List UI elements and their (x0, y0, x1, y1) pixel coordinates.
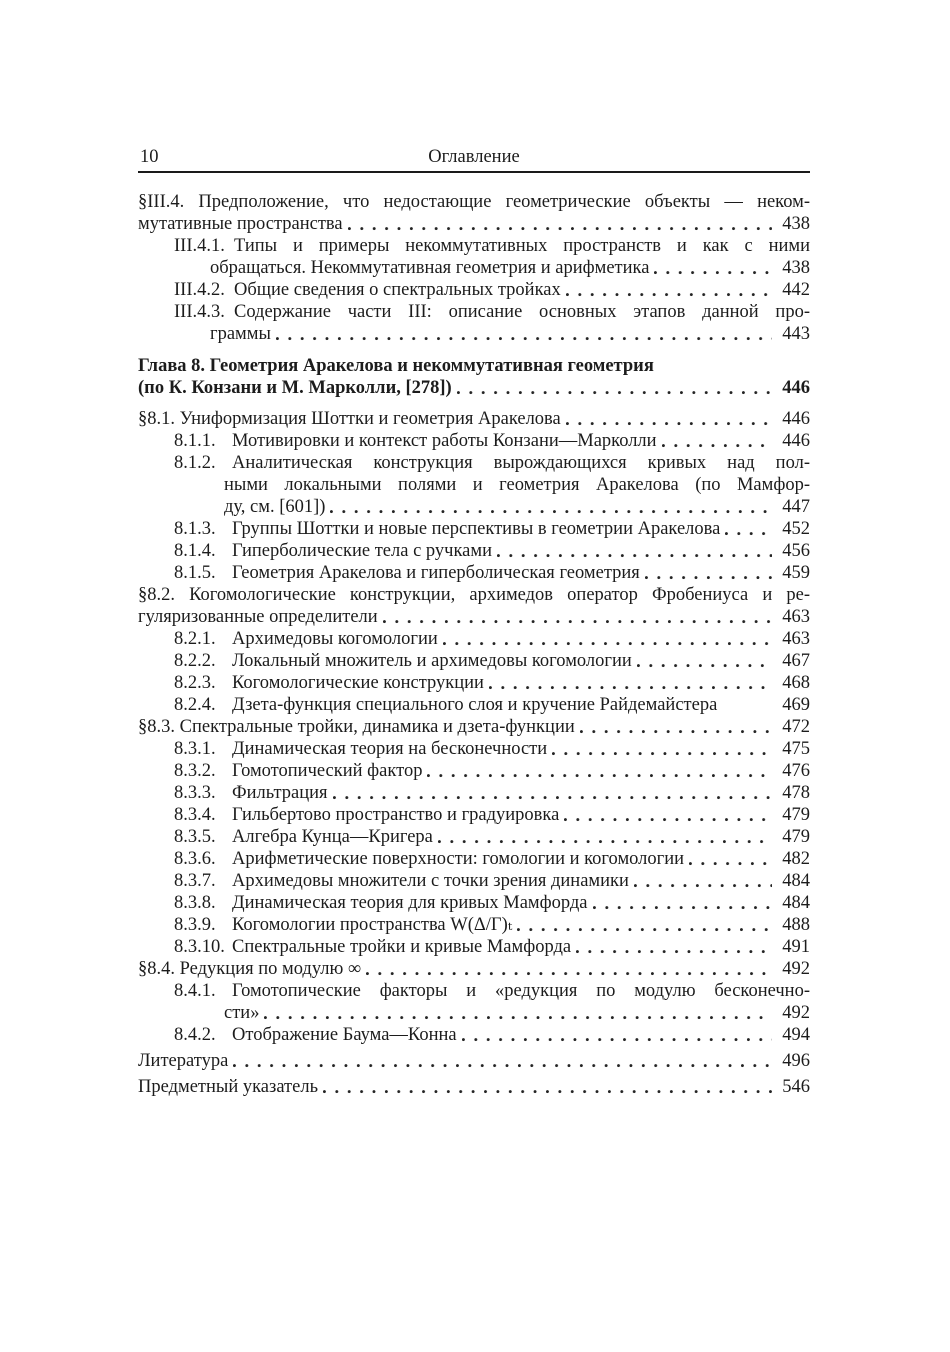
entry-page-number: 438 (782, 258, 810, 278)
dot-leader (637, 650, 772, 672)
dot-leader (497, 540, 772, 562)
toc-entry-line (138, 1050, 810, 1072)
entry-text: Локальный множитель и архимедовы когомологии (232, 651, 632, 671)
toc-entries (138, 191, 810, 1098)
entry-page-number: 463 (782, 607, 810, 627)
toc-entry-line (138, 870, 810, 892)
dot-leader (489, 672, 772, 694)
toc-entry (138, 540, 810, 562)
entry-page-number: 494 (782, 1025, 810, 1045)
entry-number: 8.2.3. (174, 673, 216, 693)
toc-entry-line (138, 430, 810, 452)
toc-entry-line (138, 1002, 810, 1024)
entry-text: Мотивировки и контекст работы Конзани—Марколли (232, 431, 657, 451)
dot-leader (566, 279, 772, 301)
entry-page-number: 446 (782, 378, 810, 398)
entry-text: §III.4. Предположение, что недостающие геометрические объекты — неком- (138, 192, 810, 212)
toc-entry-line (138, 672, 810, 694)
entry-text: Архимедовы когомологии (232, 629, 438, 649)
toc-entry (138, 562, 810, 584)
entry-number: 8.3.10. (174, 937, 225, 957)
toc-entry-line (138, 914, 810, 936)
entry-text: ными локальными полями и геометрия Аракелова (по Мамфор- (224, 475, 810, 495)
entry-text: Гильбертово пространство и градуировка (232, 805, 560, 825)
toc-entry-line (138, 235, 810, 257)
entry-number: 8.3.2. (174, 761, 216, 781)
toc-entry (138, 848, 810, 870)
dot-leader (566, 408, 772, 430)
toc-entry-line (138, 1024, 810, 1046)
entry-text: Когомологии пространства W(Δ/Γ)ₜ (232, 915, 513, 935)
page-folio: 10 (140, 147, 159, 167)
entry-text: Динамическая теория для кривых Мамфорда (232, 893, 588, 913)
entry-text: Содержание части III: описание основных этапов данной про- (234, 302, 810, 322)
toc-entry (138, 870, 810, 892)
entry-text: гуляризованные определители (138, 607, 378, 627)
toc-entry-line (138, 628, 810, 650)
toc-entry (138, 892, 810, 914)
entry-number: 8.3.7. (174, 871, 216, 891)
dot-leader (462, 1024, 772, 1046)
toc-entry-line (138, 1076, 810, 1098)
toc-entry-line (138, 408, 810, 430)
entry-text: ду, см. [601]) (224, 497, 326, 517)
toc-entry (138, 760, 810, 782)
entry-number: III.4.1. (174, 236, 225, 256)
toc-entry (138, 584, 810, 628)
toc-entry (138, 694, 810, 716)
toc-entry (138, 826, 810, 848)
entry-text: §8.3. Спектральные тройки, динамика и дзета-функции (138, 717, 575, 737)
dot-leader (517, 914, 772, 936)
toc-entry (138, 1024, 810, 1046)
dot-leader (654, 257, 772, 279)
toc-entry (138, 301, 810, 345)
toc-entry-line (138, 760, 810, 782)
entry-page-number: 484 (782, 871, 810, 891)
entry-page-number: 468 (782, 673, 810, 693)
entry-page-number: 546 (782, 1077, 810, 1097)
entry-text: Гиперболические тела с ручками (232, 541, 493, 561)
entry-page-number: 442 (782, 280, 810, 300)
entry-text: Геометрия Аракелова и гиперболическая геометрия (232, 563, 640, 583)
dot-leader (264, 1002, 772, 1024)
dot-leader (552, 738, 772, 760)
entry-number: 8.3.3. (174, 783, 216, 803)
toc-entry (138, 235, 810, 279)
toc-entry-line (138, 279, 810, 301)
entry-number: 8.4.1. (174, 981, 216, 1001)
toc-entry-line (138, 562, 810, 584)
toc-entry-line (138, 936, 810, 958)
dot-leader (330, 496, 772, 518)
entry-page-number: 467 (782, 651, 810, 671)
toc-entry (138, 958, 810, 980)
dot-leader (662, 430, 772, 452)
toc-entry-line (138, 804, 810, 826)
dot-leader (323, 1076, 772, 1098)
entry-text: §8.1. Униформизация Шоттки и геометрия Аракелова (138, 409, 561, 429)
entry-page-number: 472 (782, 717, 810, 737)
entry-page-number: 438 (782, 214, 810, 234)
toc-entry (138, 914, 810, 936)
entry-text: §8.2. Когомологические конструкции, архимедов оператор Фробениуса и ре- (138, 585, 810, 605)
toc-entry (138, 1050, 810, 1072)
toc-entry (138, 672, 810, 694)
toc-entry (138, 355, 810, 399)
toc-entry-line (138, 377, 810, 399)
entry-page-number: 469 (782, 695, 810, 715)
dot-leader (233, 1050, 772, 1072)
toc-entry (138, 782, 810, 804)
toc-entry-line (138, 958, 810, 980)
toc-entry-line (138, 191, 810, 213)
entry-page-number: 475 (782, 739, 810, 759)
entry-page-number: 492 (782, 959, 810, 979)
entry-text: Арифметические поверхности: гомологии и когомологии (232, 849, 685, 869)
dot-leader (576, 936, 772, 958)
toc-entry-line (138, 496, 810, 518)
entry-number: 8.3.5. (174, 827, 216, 847)
entry-page-number: 446 (782, 431, 810, 451)
toc-entry-line (138, 323, 810, 345)
toc-entry (138, 628, 810, 650)
entry-page-number: 496 (782, 1051, 810, 1071)
entry-text: §8.4. Редукция по модулю ∞ (138, 959, 362, 979)
dot-leader (366, 958, 772, 980)
dot-leader (457, 377, 772, 399)
toc-entry-line (138, 694, 810, 716)
entry-text: (по К. Конзани и М. Марколли, [278]) (138, 378, 452, 398)
entry-number: 8.1.3. (174, 519, 216, 539)
toc-entry-line (138, 716, 810, 738)
entry-number: III.4.3. (174, 302, 225, 322)
toc-entry-line (138, 606, 810, 628)
entry-page-number: 446 (782, 409, 810, 429)
entry-text: Спектральные тройки и кривые Мамфорда (232, 937, 572, 957)
entry-text: обращаться. Некоммутативная геометрия и арифметика (210, 258, 650, 278)
entry-number: 8.3.4. (174, 805, 216, 825)
toc-entry (138, 518, 810, 540)
entry-number: III.4.2. (174, 280, 225, 300)
entry-text: Типы и примеры некоммутативных пространств и как с ними (234, 236, 810, 256)
page-content (138, 146, 810, 1098)
entry-text: Алгебра Кунца—Кригера (232, 827, 433, 847)
entry-page-number: 459 (782, 563, 810, 583)
entry-text: Когомологические конструкции (232, 673, 484, 693)
dot-leader (427, 760, 772, 782)
dot-leader (438, 826, 772, 848)
toc-entry-line (138, 355, 810, 377)
entry-text: Группы Шоттки и новые перспективы в геометрии Аракелова (232, 519, 721, 539)
entry-page-number: 443 (782, 324, 810, 344)
entry-text: Предметный указатель (138, 1077, 319, 1097)
toc-entry-line (138, 892, 810, 914)
entry-number: 8.1.1. (174, 431, 216, 451)
toc-entry-line (138, 848, 810, 870)
entry-text: Отображение Баума—Конна (232, 1025, 457, 1045)
entry-text: сти» (224, 1003, 260, 1023)
toc-entry (138, 191, 810, 235)
toc-entry-line (138, 650, 810, 672)
entry-page-number: 488 (782, 915, 810, 935)
entry-page-number: 456 (782, 541, 810, 561)
toc-entry (138, 980, 810, 1024)
dot-leader (634, 870, 772, 892)
dot-leader (333, 782, 772, 804)
dot-leader (593, 892, 772, 914)
dot-leader (689, 848, 772, 870)
entry-number: 8.2.2. (174, 651, 216, 671)
entry-number: 8.2.1. (174, 629, 216, 649)
dot-leader (443, 628, 772, 650)
toc-entry-line (138, 452, 810, 474)
dot-leader (564, 804, 772, 826)
entry-text: Архимедовы множители с точки зрения динамики (232, 871, 629, 891)
entry-text: мутативные пространства (138, 214, 343, 234)
entry-number: 8.3.1. (174, 739, 216, 759)
dot-leader (725, 518, 772, 540)
toc-entry (138, 430, 810, 452)
toc-entry-line (138, 257, 810, 279)
entry-number: 8.3.9. (174, 915, 216, 935)
entry-text: Гомотопический фактор (232, 761, 423, 781)
toc-entry (138, 650, 810, 672)
toc-entry-line (138, 540, 810, 562)
entry-text: Дзета-функция специального слоя и кручение Райдемайстера (232, 695, 718, 715)
toc-entry-line (138, 301, 810, 323)
toc-entry-line (138, 738, 810, 760)
entry-text: Гомотопические факторы и «редукция по модулю бесконечно- (232, 981, 810, 1001)
entry-text: граммы (210, 324, 271, 344)
toc-entry-line (138, 213, 810, 235)
running-title: Оглавление (428, 147, 520, 167)
toc-entry (138, 716, 810, 738)
toc-entry (138, 804, 810, 826)
toc-entry-line (138, 584, 810, 606)
toc-entry (138, 1076, 810, 1098)
entry-page-number: 476 (782, 761, 810, 781)
toc-entry (138, 279, 810, 301)
entry-page-number: 492 (782, 1003, 810, 1023)
toc-entry-line (138, 474, 810, 496)
entry-page-number: 478 (782, 783, 810, 803)
entry-number: 8.1.2. (174, 453, 216, 473)
dot-leader (348, 213, 772, 235)
dot-leader (580, 716, 772, 738)
entry-page-number: 484 (782, 893, 810, 913)
entry-number: 8.1.5. (174, 563, 216, 583)
dot-leader (383, 606, 772, 628)
toc-entry-line (138, 518, 810, 540)
toc-entry (138, 936, 810, 958)
entry-page-number: 452 (782, 519, 810, 539)
running-head (138, 146, 810, 173)
toc-entry-line (138, 826, 810, 848)
entry-text: Литература (138, 1051, 229, 1071)
entry-text: Глава 8. Геометрия Аракелова и некоммутативная геометрия (138, 356, 654, 376)
entry-text: Динамическая теория на бесконечности (232, 739, 548, 759)
entry-number: 8.1.4. (174, 541, 216, 561)
entry-number: 8.3.6. (174, 849, 216, 869)
entry-text: Общие сведения о спектральных тройках (234, 280, 561, 300)
entry-page-number: 479 (782, 805, 810, 825)
entry-number: 8.2.4. (174, 695, 216, 715)
dot-leader (722, 694, 772, 716)
toc-entry (138, 408, 810, 430)
dot-leader (276, 323, 772, 345)
entry-page-number: 479 (782, 827, 810, 847)
toc-entry (138, 738, 810, 760)
toc-entry (138, 452, 810, 518)
entry-text: Аналитическая конструкция вырождающихся кривых над пол- (232, 453, 810, 473)
toc-entry-line (138, 782, 810, 804)
entry-page-number: 491 (782, 937, 810, 957)
entry-text: Фильтрация (232, 783, 328, 803)
entry-number: 8.3.8. (174, 893, 216, 913)
entry-number: 8.4.2. (174, 1025, 216, 1045)
entry-page-number: 482 (782, 849, 810, 869)
dot-leader (645, 562, 772, 584)
entry-page-number: 447 (782, 497, 810, 517)
entry-page-number: 463 (782, 629, 810, 649)
toc-entry-line (138, 980, 810, 1002)
